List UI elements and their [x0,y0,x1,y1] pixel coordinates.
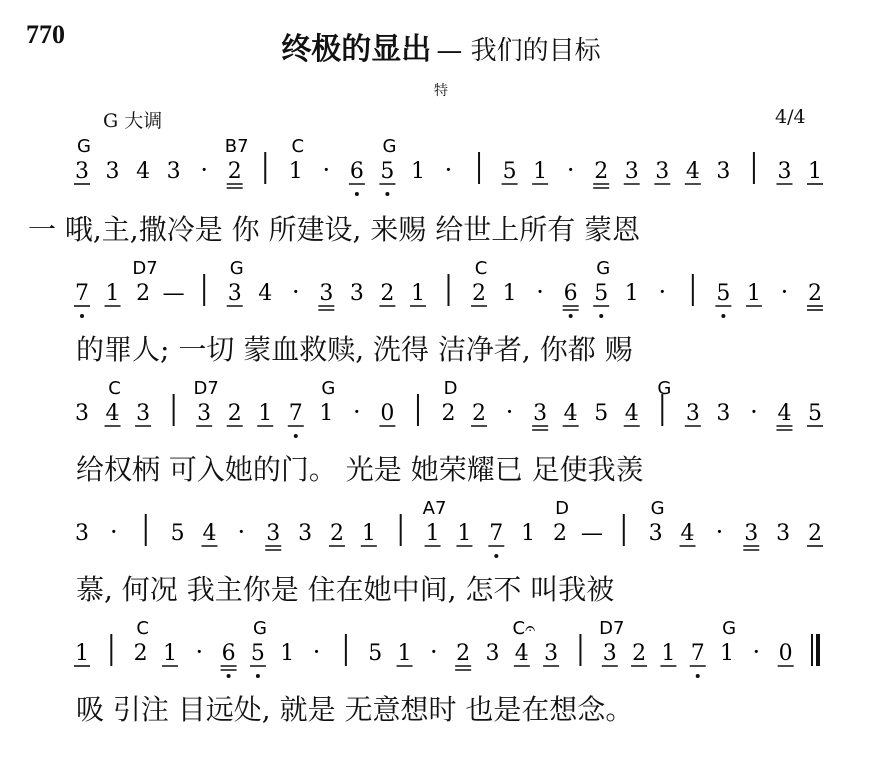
note: 3 [197,401,212,426]
note: 3 [105,159,120,184]
chord-symbol: G [77,136,91,157]
note: 4 [136,159,151,184]
note: 2 [329,521,344,546]
note: 7 [75,281,89,306]
note: 1 [361,521,376,546]
chord-symbol: G [657,378,672,399]
title-subtitle: — 我们的目标 [436,36,601,66]
note: 6 [349,159,364,184]
note: 3 [624,159,639,184]
lyric-line-2: 的罪人; 一切 蒙血救赎, 洗得 洁净者, 你都 赐 [76,333,633,366]
note: 2 [227,401,242,426]
octave-dot-below [294,434,298,438]
augmentation-dot: · [505,398,514,426]
note: 5 [380,159,395,184]
note: 3 [716,401,731,426]
note: 3 [685,401,700,426]
augmentation-dot: · [312,638,321,666]
note: 1 [661,641,676,666]
note: 1 [258,401,273,426]
note: 1 [410,281,425,306]
note: 1 [457,521,472,546]
note: 5 [594,281,609,306]
note: 4 [105,401,120,426]
note: 3 [716,159,731,184]
augmentation-dot: · [444,156,453,184]
note: 6 [563,281,578,306]
dash: — [162,281,185,306]
chord-symbol: G [650,498,665,519]
time-signature: 4/4 [775,106,806,128]
octave-dot-below [494,554,498,558]
title-main: 终极的显出 [281,32,432,67]
chord-symbol: D7 [599,618,625,639]
note: 7 [690,641,705,666]
note: 4 [680,521,695,546]
note: 4 [624,401,639,426]
note: 4 [202,521,217,546]
note: 3 [136,401,151,426]
note: 3 [744,521,759,546]
augmentation-dot: · [715,518,724,546]
note: 3 [544,641,559,666]
octave-dot-below [80,314,84,318]
note: 2 [472,401,487,426]
chord-symbol: C𝄐 [512,618,536,639]
chord-symbol: G [596,258,611,279]
note: 1 [425,521,440,546]
chord-symbol: C [474,258,488,279]
chord-symbol: B7 [224,136,249,157]
chord-symbol: G [722,618,737,639]
note: 1 [624,281,639,306]
note: 1 [502,281,517,306]
note: 2 [456,641,471,666]
octave-dot-below [721,314,725,318]
octave-dot-below [569,314,573,318]
augmentation-dot: · [237,518,246,546]
chord-symbol: D [443,378,458,399]
note: 2 [380,281,395,306]
octave-dot-below [696,674,700,678]
note: 3 [298,521,313,546]
note: 3 [485,641,500,666]
note: 3 [166,159,181,184]
note: 5 [368,641,383,666]
author: 特 [434,83,448,99]
dash: — [580,521,603,546]
note: 4 [777,401,792,426]
note: 5 [716,281,731,306]
augmentation-dot: · [752,638,761,666]
note: 1 [521,521,536,546]
octave-dot-below [599,314,603,318]
note: 5 [594,401,609,426]
note: 7 [288,401,303,426]
augmentation-dot: · [658,278,667,306]
chord-symbol: D [555,498,569,519]
chord-symbol: C [108,378,121,399]
key-signature: G 大调 [103,110,163,132]
note: 1 [720,641,735,666]
note: 3 [75,159,89,184]
note: 1 [808,159,822,184]
note: 1 [75,641,89,666]
lyric-line-3: 给权柄 可入她的门。 光是 她荣耀已 足使我羡 [76,453,644,486]
note: 2 [808,521,822,546]
note: 1 [105,281,120,306]
note: 4 [563,401,578,426]
note: 1 [280,641,295,666]
chord-symbol: G [229,258,244,279]
chord-symbol: G [321,378,336,399]
augmentation-dot: · [195,638,204,666]
note: 3 [227,281,242,306]
note: 2 [133,641,148,666]
note: 4 [258,281,273,306]
note: 3 [75,521,89,546]
note: 1 [288,159,303,184]
octave-dot-below [385,192,389,196]
chord-symbol: C [136,618,149,639]
note: 2 [594,159,609,184]
octave-dot-below [256,674,260,678]
note: 3 [602,641,617,666]
augmentation-dot: · [322,156,331,184]
note: 2 [227,159,242,184]
note: 3 [349,281,364,306]
augmentation-dot: · [353,398,361,426]
note: 2 [808,281,822,306]
lyric-line-5: 吸 引注 目远处, 就是 无意想时 也是在想念。 [76,693,634,726]
chord-symbol: C [291,136,305,157]
augmentation-dot: · [291,278,300,306]
note: 3 [533,401,548,426]
octave-dot-below [227,674,231,678]
chord-symbol: G [252,618,267,639]
chord-symbol: D7 [193,378,219,399]
note: 5 [170,521,185,546]
note: 6 [221,641,236,666]
note: 2 [136,281,151,306]
note: 2 [632,641,647,666]
note: 5 [502,159,517,184]
hymn-number: 770 [26,20,65,49]
note: 3 [776,521,791,546]
note: 1 [397,641,412,666]
note: 1 [410,159,425,184]
note: 3 [655,159,670,184]
note: 3 [266,521,281,546]
note: 2 [553,521,568,546]
augmentation-dot: · [536,278,544,306]
note: 0 [778,641,793,666]
lyric-line-4: 慕, 何况 我主你是 住在她中间, 怎不 叫我被 [76,573,615,606]
note: 2 [441,401,456,426]
note: 1 [319,401,334,426]
note: 3 [75,401,89,426]
augmentation-dot: · [750,398,758,426]
augmentation-dot: · [780,278,789,306]
note: 0 [380,401,395,426]
note: 4 [685,159,700,184]
note: 3 [648,521,663,546]
chord-symbol: G [382,136,397,157]
note: 5 [808,401,822,426]
note: 3 [777,159,792,184]
augmentation-dot: · [430,638,438,666]
note: 7 [489,521,504,546]
note: 1 [162,641,177,666]
note: 4 [514,641,529,666]
lyric-line-1: 一 哦,主,撒冷是 你 所建设, 来赐 给世上所有 蒙恩 [28,213,641,246]
chord-symbol: A7 [422,498,447,519]
note: 1 [746,281,761,306]
augmentation-dot: · [200,156,208,184]
chord-symbol: D7 [132,258,158,279]
augmentation-dot: · [566,156,575,184]
note: 3 [319,281,334,306]
augmentation-dot: · [110,518,118,546]
note: 5 [250,641,265,666]
octave-dot-below [355,192,359,196]
note: 1 [533,159,548,184]
note: 2 [472,281,487,306]
